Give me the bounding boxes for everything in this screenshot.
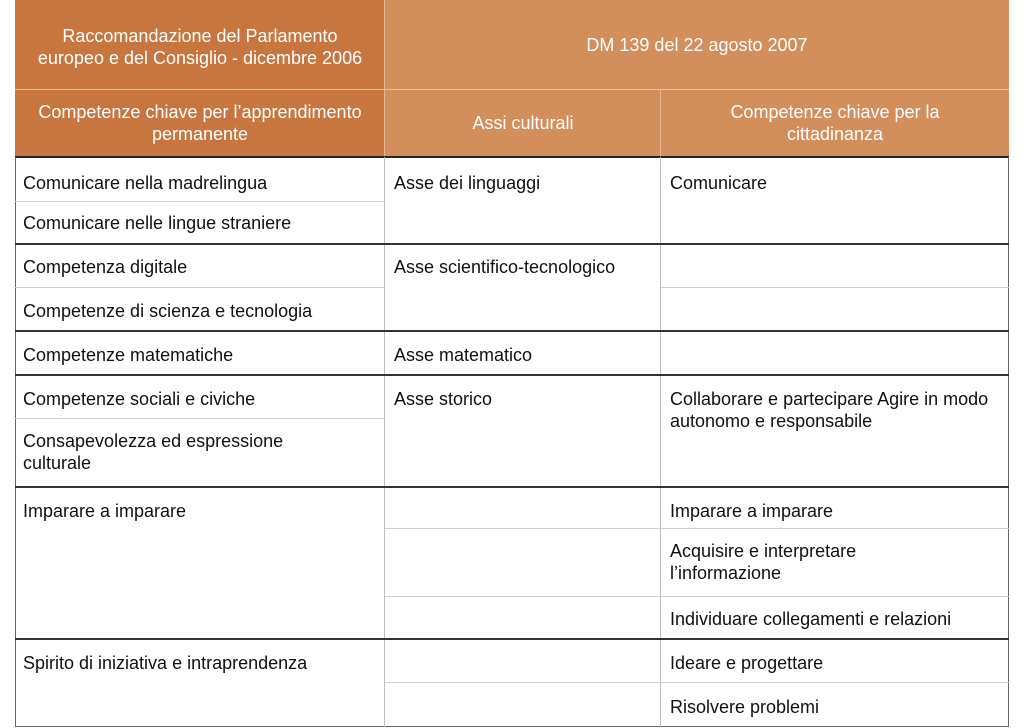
cultural-axis-item: Asse matematico bbox=[394, 345, 533, 365]
key-competence-item: Competenze sociali e civiche bbox=[23, 389, 256, 409]
cultural-axis-item: Asse dei linguaggi bbox=[394, 173, 541, 193]
row-separator bbox=[385, 528, 1009, 529]
citizenship-competence-item: Ideare e progettare bbox=[670, 653, 824, 673]
key-competence-item: Competenze matematiche bbox=[23, 345, 234, 365]
header-recommendation: Raccomandazione del Parlamento europeo e del Consiglio - dicembre 2006 bbox=[15, 0, 385, 89]
key-competence-item: Consapevolezza ed espressione culturale bbox=[23, 431, 284, 473]
table-top-border bbox=[15, 156, 1009, 158]
citizenship-competence-item: Comunicare bbox=[670, 173, 768, 193]
row-separator bbox=[385, 682, 1009, 683]
competences-table bbox=[15, 0, 1009, 727]
citizenship-competence-item: Risolvere problemi bbox=[670, 697, 820, 717]
citizenship-competence-item: Acquisire e interpretare l’informazione bbox=[670, 541, 857, 583]
row-separator bbox=[15, 287, 384, 288]
key-competence-item: Spirito di iniziativa e intraprendenza bbox=[23, 653, 308, 673]
citizenship-competence-item: Collaborare e partecipare Agire in modo autonomo e responsabile bbox=[670, 389, 989, 431]
group-separator bbox=[15, 330, 1009, 332]
key-competence-item: Imparare a imparare bbox=[23, 501, 187, 521]
group-separator bbox=[15, 374, 1009, 376]
row-separator bbox=[661, 287, 1009, 288]
table-bottom-border bbox=[15, 726, 1009, 727]
key-competence-item: Competenze di scienza e tecnologia bbox=[23, 301, 313, 321]
header-divider bbox=[15, 89, 1009, 90]
key-competence-item: Comunicare nella madrelingua bbox=[23, 173, 268, 193]
group-separator bbox=[15, 486, 1009, 488]
citizenship-competence-item: Imparare a imparare bbox=[670, 501, 834, 521]
cultural-axis-item: Asse scientifico-tecnologico bbox=[394, 257, 616, 277]
header-col-citizenship-competences: Competenze chiave per la cittadinanza bbox=[661, 89, 1009, 157]
group-separator bbox=[15, 243, 1009, 245]
group-separator bbox=[15, 638, 1009, 640]
header-col-key-competences-lifelong: Competenze chiave per l’apprendimento permanente bbox=[15, 89, 385, 157]
header-col-divider-2 bbox=[660, 89, 661, 157]
key-competence-item: Comunicare nelle lingue straniere bbox=[23, 213, 292, 233]
row-separator bbox=[15, 418, 384, 419]
header-col-divider-1 bbox=[384, 0, 385, 157]
row-separator bbox=[385, 596, 1009, 597]
header-dm139: DM 139 del 22 agosto 2007 bbox=[385, 0, 1009, 89]
key-competence-item: Competenza digitale bbox=[23, 257, 188, 277]
cultural-axis-item: Asse storico bbox=[394, 389, 493, 409]
citizenship-competence-item: Individuare collegamenti e relazioni bbox=[670, 609, 952, 629]
row-separator bbox=[15, 201, 384, 202]
header-col-cultural-axes: Assi culturali bbox=[385, 89, 661, 157]
